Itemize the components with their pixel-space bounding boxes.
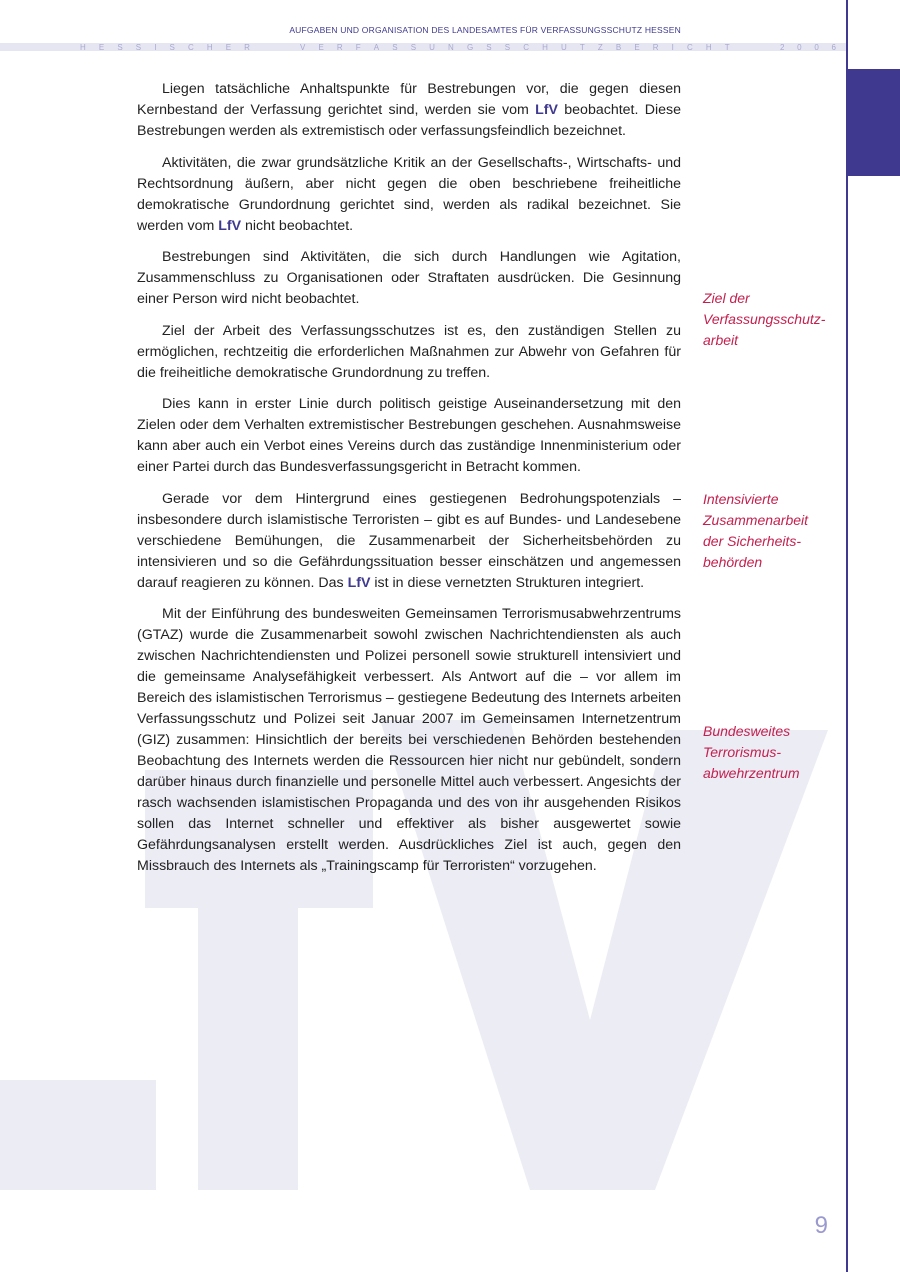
paragraph: Gerade vor dem Hintergrund eines gestiegenen Bedrohungspotenzials – insbesondere durch islamistische Terroristen – gibt es auf Bundes- und Landesebene verschiedene Bemühungen, die Zusammenarbeit der Sicherheitsbehörden zu intensivieren und so die Gefährdungssituation besser einschätzen und angemessen darauf reagieren zu können. Das LfV ist in diese vernetzten Strukturen integriert. xyxy=(137,490,681,591)
paragraph: Liegen tatsächliche Anhaltspunkte für Bestrebungen vor, die gegen diesen Kernbestand der Verfassung gerichtet sind, werden sie vom LfV beobachtet. Diese Bestrebungen werden als extremistisch oder verfassungsfeindlich bezeichnet. xyxy=(137,81,681,139)
header-word-report: V E R F A S S U N G S S C H U T Z B E R I C H T xyxy=(300,42,730,52)
margin-note-goal: Ziel der Verfassungsschutz- arbeit xyxy=(703,290,826,348)
lfv-abbreviation: LfV xyxy=(218,217,242,234)
margin-note-gtaz: Bundesweites Terrorismus- abwehrzentrum xyxy=(703,723,800,781)
header-word-year: 2 0 0 6 xyxy=(780,42,836,52)
paragraph: Aktivitäten, die zwar grundsätzliche Kritik an der Gesellschafts-, Wirtschafts- und Rechtsordnung äußern, aber nicht gegen die oben beschriebene freiheitliche demokratische Grundordnung gerichtet sind, werden als radikal bezeichnet. Sie werden vom LfV nicht beobachtet. xyxy=(137,154,681,234)
paragraph: Dies kann in erster Linie durch politisch geistige Auseinandersetzung mit den Zielen oder dem Verhalten extremistischer Bestrebungen geschehen. Ausnahmsweise kann aber auch ein Verbot eines Vereins durch das zuständige Innenministerium oder einer Partei durch das Bundesverfassungsgericht in Betracht kommen. xyxy=(137,396,681,475)
paragraph: Bestrebungen sind Aktivitäten, die sich durch Handlungen wie Agitation, Zusammenschluss zu Organisationen oder Straftaten ausdrücken. Die Gesinnung einer Person wird nicht beobachtet. xyxy=(137,249,681,307)
margin-note-cooperation: Intensivierte Zusammenarbeit der Sicherheits- behörden xyxy=(703,491,809,570)
lfv-abbreviation: LfV xyxy=(347,574,371,591)
lfv-abbreviation: LfV xyxy=(535,102,558,118)
paragraph: Ziel der Arbeit des Verfassungsschutzes ist es, den zuständigen Stellen zu ermöglichen, rechtzeitig die erforderlichen Maßnahmen zur Abwehr von Gefahren für die freiheitliche demokratische Grundordnung zu treffen. xyxy=(137,322,681,381)
header-band-label xyxy=(80,42,836,53)
body-text xyxy=(137,79,681,888)
page-number: 9 xyxy=(814,1212,828,1239)
header-word-state: H E S S I S C H E R xyxy=(80,42,250,52)
running-header-title: AUFGABEN UND ORGANISATION DES LANDESAMTES FÜR VERFASSUNGSSCHUTZ HESSEN xyxy=(289,25,681,35)
chapter-tab xyxy=(848,69,900,176)
page-edge-rule xyxy=(846,0,848,1272)
paragraph: Mit der Einführung des bundesweiten Gemeinsamen Terrorismusabwehrzentrums (GTAZ) wurde die Zusammenarbeit sowohl zwischen Nachrichtendiensten als auch zwischen Nachrichtendiensten und Polizei personell sowie strukturell intensiviert und die gemeinsame Analysefähigkeit verbessert. Als Antwort auf die – vor allem im Bereich des islamistischen Terrorismus – gestiegene Bedeutung des Internets arbeiten Verfassungsschutz und Polizei seit Januar 2007 im Gemeinsamen Internetzentrum (GIZ) zusammen: Hinsichtlich der bereits bei verschiedenen Behörden bestehenden Beobachtung des Internets werden die Ressourcen hier nicht nur gebündelt, sondern darüber hinaus durch finanzielle und personelle Mittel auch verbessert. Angesichts der rasch wachsenden islamistischen Propaganda und des von ihr ausgehenden Risikos sollen das Internet schneller und effektiver als bisher ausgewertet sowie Gefährdungsanalysen erstellt werden. Ausdrückliches Ziel ist auch, gegen den Missbrauch des Internets als „Trainingscamp für Terroristen“ vorzugehen. xyxy=(137,606,681,874)
